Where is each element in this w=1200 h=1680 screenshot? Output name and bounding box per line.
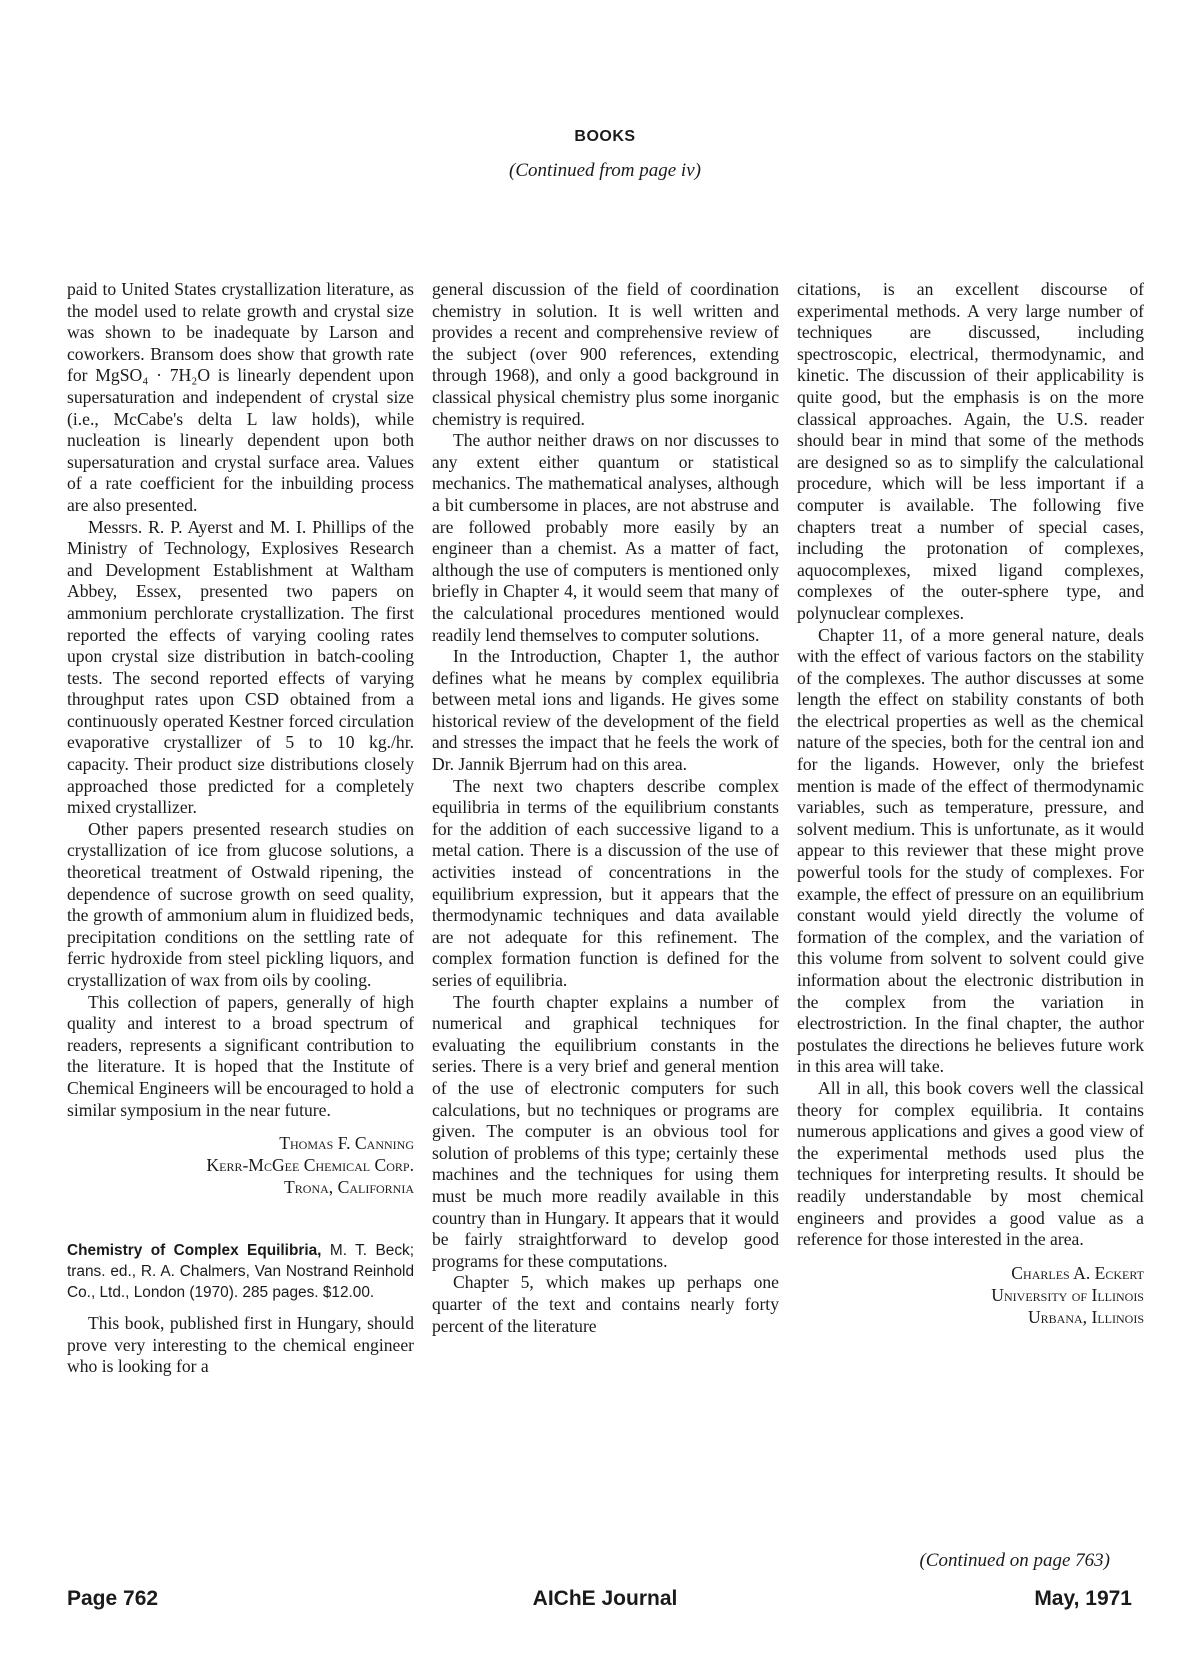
book-details: M. T. Beck; trans. ed., R. A. Chalmers, Van Nostrand Reinhold Co., Ltd., London (1970). 285 pages. $12.00. xyxy=(67,1242,414,1302)
reviewer-affiliation: University of Illinois xyxy=(991,1284,1144,1305)
column-2 xyxy=(432,279,779,1337)
journal-name: AIChE Journal xyxy=(532,1587,678,1610)
paragraph: general discussion of the field of coordination chemistry in solution. It is well written and provides a recent and comprehensive review of the subject (over 900 references, extending through 1968), and only a good background in classical physical chemistry plus some inorganic chemistry is required. xyxy=(432,279,779,429)
page-number: Page 762 xyxy=(67,1587,159,1610)
reviewer-affiliation: Kerr-McGee Chemical Corp. xyxy=(206,1155,414,1176)
paragraph: Chapter 11, of a more general nature, deals with the effect of various factors on the stability of the complexes. The author discusses at some length the effect on stability constants of both the electrical properties as well as the chemical nature of the species, both for the central ion and for the ligands. However, only the briefest mention is made of the effect of thermodynamic variables, such as temperature, pressure, and solvent medium. This is unfortunate, as it would appear to this reviewer that these might prove powerful tools for the study of complexes. For example, the effect of pressure on an equilibrium constant would yield directly the volume of formation of the complex, and the variation of this volume from solvent to solvent could give information about the electronic distribution in the complex from the variation in electrostriction. In the final chapter, the author postulates the directions he believes future work in this area will take. xyxy=(797,624,1144,1077)
book-citation xyxy=(67,1240,414,1303)
paragraph: The next two chapters describe complex equilibria in terms of the equilibrium constants for the addition of each successive ligand to a metal cation. There is a discussion of the use of activities instead of concentrations in the equilibrium expression, but it appears that the thermodynamic techniques and data available are not adequate for this refinement. The complex formation function is defined for the series of equilibria. xyxy=(432,775,779,990)
reviewer-name: Charles A. Eckert xyxy=(1011,1262,1144,1283)
paragraph: In the Introduction, Chapter 1, the author defines what he means by complex equilibria between metal ions and ligands. He gives some historical review of the development of the field and stresses the impact that he feels the work of Dr. Jannik Bjerrum had on this area. xyxy=(432,646,779,775)
paragraph: citations, is an excellent discourse of experimental methods. A very large number of techniques are discussed, including spectroscopic, electrical, thermodynamic, and kinetic. The discussion of their applicability is quite good, but the emphasis is on the more classical approaches. Again, the U.S. reader should bear in mind that some of the methods are designed so as to simplify the calculational procedure, which will be less important if a computer is available. The following five chapters treat a number of special cases, including the protonation of complexes, aquocomplexes, mixed ligand complexes, complexes of the outer-sphere type, and polynuclear complexes. xyxy=(797,279,1144,623)
paragraph: Messrs. R. P. Ayerst and M. I. Phillips of the Ministry of Technology, Explosives Research and Development Establishment at Waltham Abbey, Essex, presented two papers on ammonium perchlorate crystallization. The first reported the effects of varying cooling rates upon crystal size distribution in batch-cooling tests. The second reported effects of varying throughput rates upon CSD obtained from a continuously operated Kestner forced circulation evaporative crystallizer of 5 to 10 kg./hr. capacity. Their product size distributions closely approached those predicted for a completely mixed crystallizer. xyxy=(67,516,414,818)
book-title: Chemistry of Complex Equilibria, xyxy=(67,1242,322,1260)
paragraph: paid to United States crystallization literature, as the model used to relate growth and crystal size was shown to be inadequate by Larson and coworkers. Bransom does show that growth rate for MgSO₄ · 7H₂O is linearly dependent upon supersaturation and independent of crystal size (i.e., McCabe's delta L law holds), while nucleation is linearly dependent upon both supersaturation and crystal surface area. Values of a rate coefficient for the inbuilding process are also presented. xyxy=(67,279,414,515)
column-1 xyxy=(67,279,414,1378)
reviewer-signature xyxy=(797,1262,1144,1328)
paragraph: All in all, this book covers well the classical theory for complex equilibria. It contains numerous applications and gives a good view of the experimental methods used plus the techniques for interpreting results. It should be readily understandable by most chemical engineers and provides a good value as a reference for those interested in the area. xyxy=(797,1077,1144,1250)
paragraph: This book, published first in Hungary, should prove very interesting to the chemical engineer who is looking for a xyxy=(67,1313,414,1377)
section-title: BOOKS xyxy=(574,128,636,145)
paragraph: The author neither draws on nor discusses to any extent either quantum or statistical mechanics. The mathematical analyses, although a bit cumbersome in places, are not abstruse and are followed probably more easily by an engineer than a chemist. As a matter of fact, although the use of computers is mentioned only briefly in Chapter 4, it would seem that many of the calculational procedures mentioned would readily lend themselves to computer solutions. xyxy=(432,430,779,645)
reviewer-location: Trona, California xyxy=(284,1177,414,1198)
continued-from-note: (Continued from page iv) xyxy=(509,160,701,181)
paragraph: This collection of papers, generally of high quality and interest to a broad spectrum of readers, represents a significant contribution to the literature. It is hoped that the Institute of Chemical Engineers will be encouraged to hold a similar symposium in the near future. xyxy=(67,991,414,1120)
reviewer-location: Urbana, Illinois xyxy=(1027,1306,1144,1327)
reviewer-name: Thomas F. Canning xyxy=(279,1133,414,1154)
continued-on-note: (Continued on page 763) xyxy=(919,1550,1110,1571)
reviewer-signature xyxy=(67,1132,414,1198)
paragraph: Chapter 5, which makes up perhaps one quarter of the text and contains nearly forty percent of the literature xyxy=(432,1272,779,1336)
column-3 xyxy=(797,279,1144,1328)
issue-date: May, 1971 xyxy=(1034,1587,1132,1610)
paragraph: Other papers presented research studies on crystallization of ice from glucose solutions, a theoretical treatment of Ostwald ripening, the dependence of sucrose growth on seed quality, the growth of ammonium alum in fluidized beds, precipitation conditions on the settling rate of ferric hydroxide from steel pickling liquors, and crystallization of wax from oils by cooling. xyxy=(67,818,414,990)
paragraph: The fourth chapter explains a number of numerical and graphical techniques for evaluating the equilibrium constants in the series. There is a very brief and general mention of the use of electronic computers for such calculations, but no techniques or programs are given. The computer is an obvious tool for solution of problems of this type; certainly these machines and the techniques for using them must be much more readily available in this country than in Hungary. It appears that it would be fairly straightforward to develop good programs for these computations. xyxy=(432,991,779,1271)
